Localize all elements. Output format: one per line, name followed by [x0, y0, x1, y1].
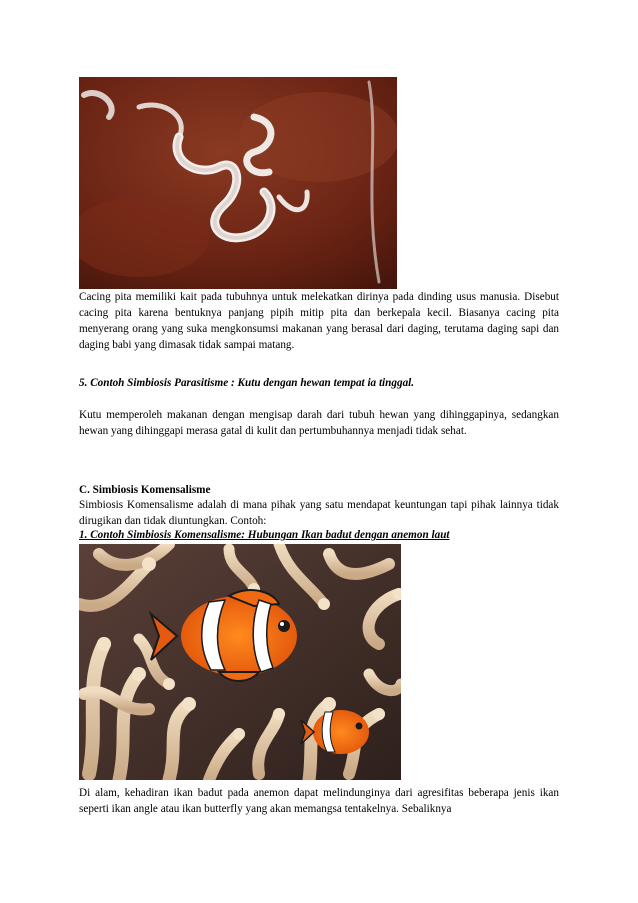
- example-1-heading: 1. Contoh Simbiosis Komensalisme: Hubungan Ikan badut dengan anemon laut: [79, 529, 450, 541]
- tapeworm-paragraph: Cacing pita memiliki kait pada tubuhnya untuk melekatkan dirinya pada dinding usus manusia. Disebut cacing pita karena bentuknya panjang pipih mitip pita dan berkepala kecil. Biasanya cacing pita menyerang orang yang suka mengkonsumsi makanan yang berasal dari daging, terutama daging sapi dan daging babi yang dimasak tidak sampai matang.: [79, 291, 559, 351]
- komensalisme-paragraph: Simbiosis Komensalisme adalah di mana pihak yang satu mendapat keuntungan tapi pihak lainnya tidak dirugikan dan tidak diuntungkan. Contoh:: [79, 499, 559, 527]
- clownfish-photo: [79, 544, 401, 780]
- lice-paragraph: Kutu memperoleh makanan dengan mengisap darah dari tubuh hewan yang dihinggapinya, sedangkan hewan yang dihinggapi merasa gatal di kulit dan pertumbuhannya menjadi tidak sehat.: [79, 409, 559, 437]
- tapeworm-photo: [79, 77, 397, 289]
- clownfish-paragraph: Di alam, kehadiran ikan badut pada anemon dapat melindunginya dari agresifitas beberapa jenis ikan seperti ikan angle atau ikan butterfly yang akan memangsa tentakelnya. Sebaliknya: [79, 787, 559, 815]
- section-c-heading: C. Simbiosis Komensalisme: [79, 484, 211, 496]
- example-5-heading: 5. Contoh Simbiosis Parasitisme : Kutu dengan hewan tempat ia tinggal.: [79, 377, 415, 389]
